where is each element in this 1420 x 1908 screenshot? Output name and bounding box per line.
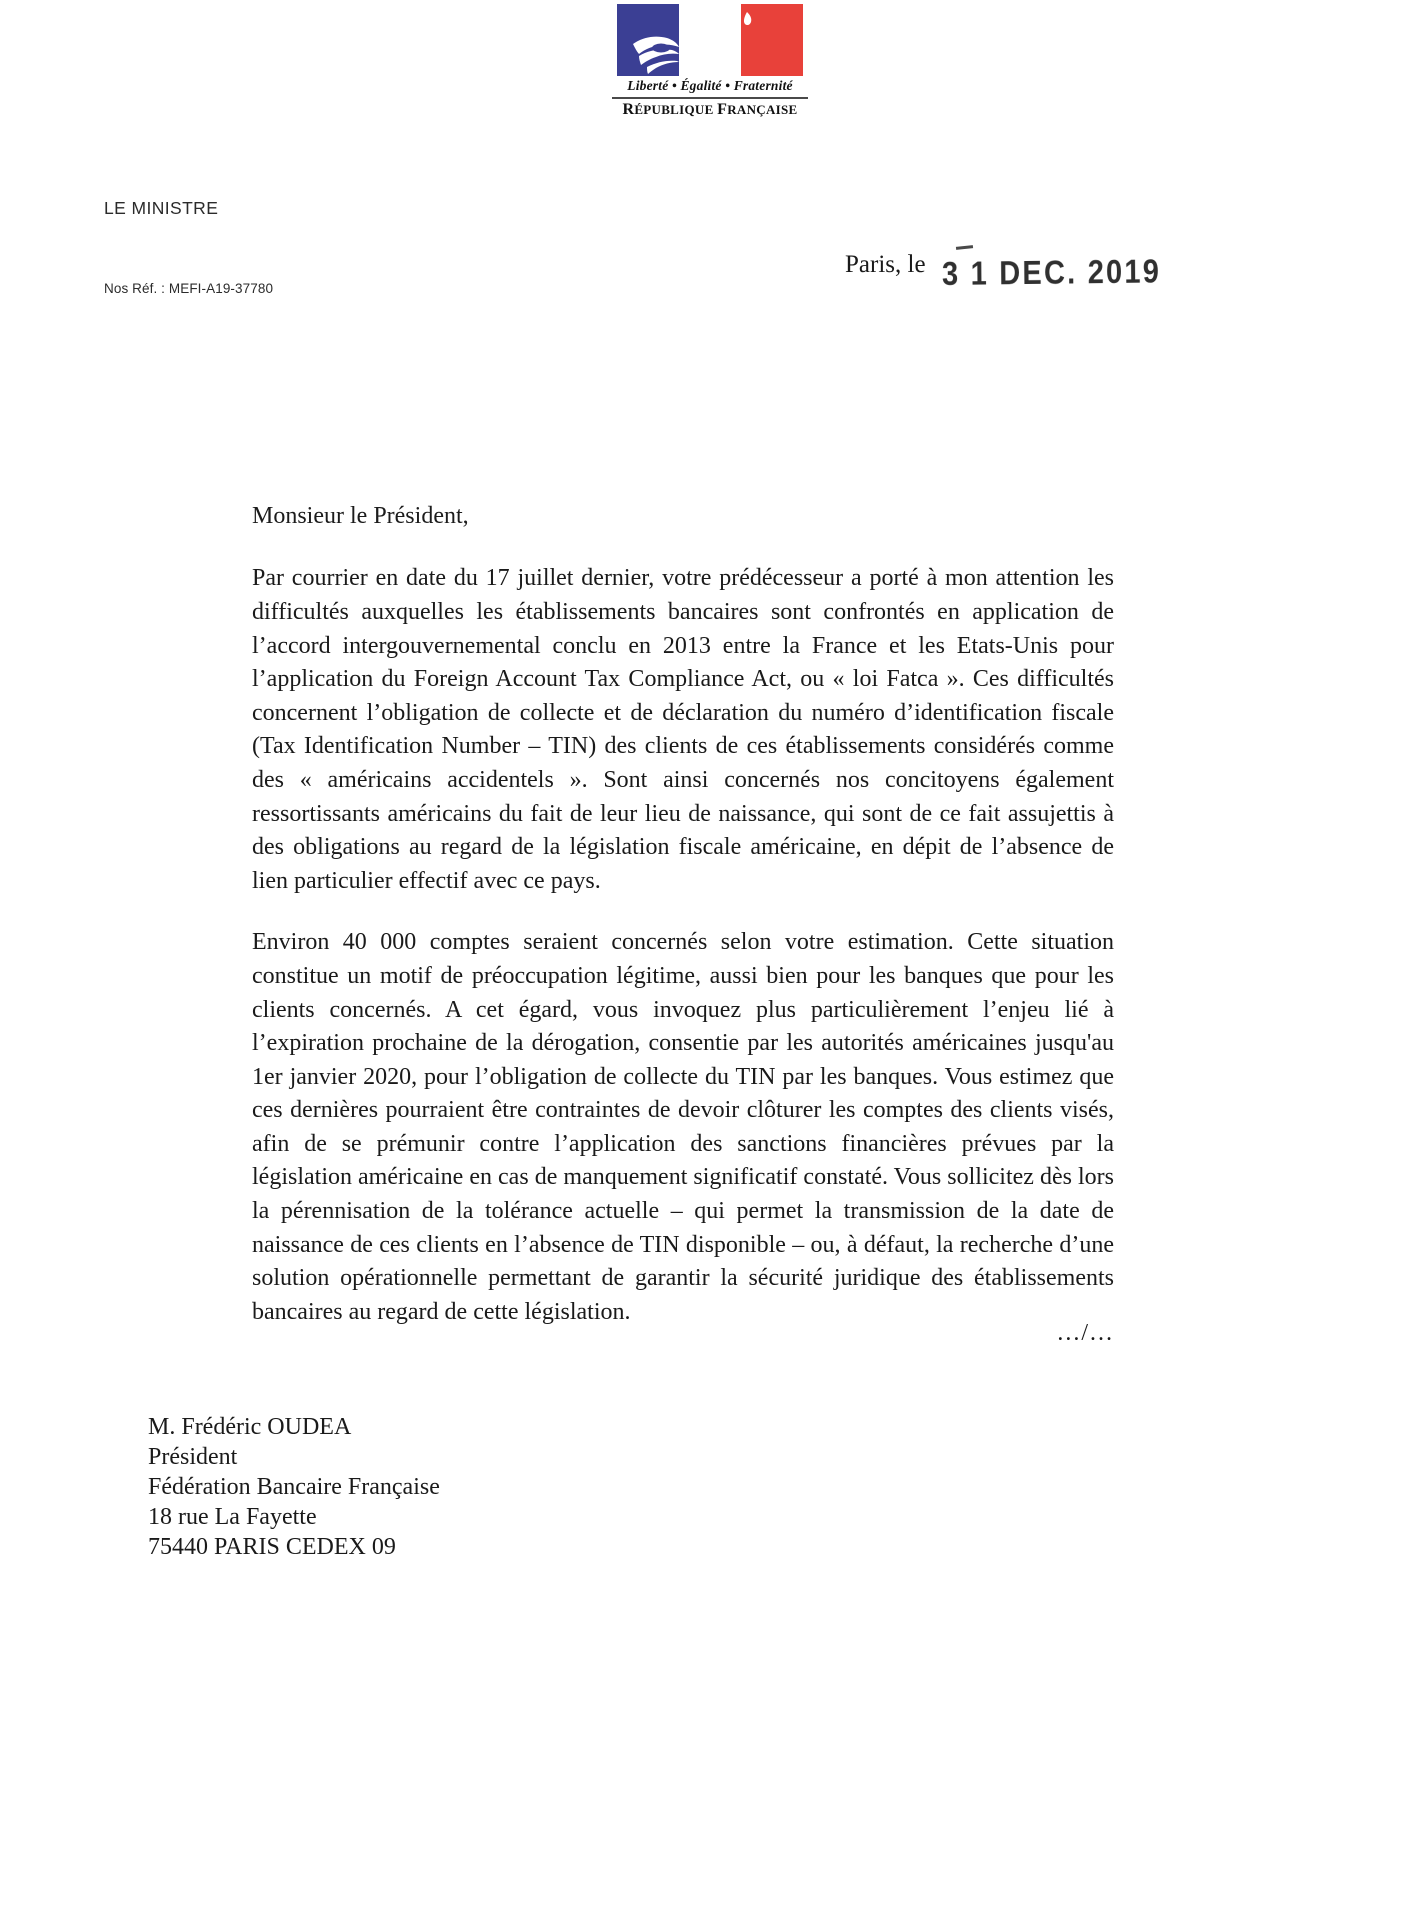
date-stamp: 3 1 DEC. 2019 — [941, 252, 1161, 292]
republic-rest: ÉPUBLIQUE — [634, 101, 718, 117]
addressee-line: Fédération Bancaire Française — [148, 1474, 440, 1500]
paragraph-1: Par courrier en date du 17 juillet dernier, votre prédécesseur a porté à mon attention les difficultés auxquelles les établissements bancaires sont confrontés en application de l’accord intergouvernemental conclu en 2013 entre la France et les Etats-Unis pour l’application du Foreign Account Tax Compliance Act, ou « loi Fatca ». Ces difficultés concernent l’obligation de collecte et de déclaration du numéro d’identification fiscale (Tax Identification Number – TIN) des clients de ces établissements considérés comme des « américains accidentels ». Sont ainsi concernés nos concitoyens également ressortissants américains du fait de leur lieu de naissance, qui sont de ce fait assujettis à des obligations au regard de la législation fiscale américaine, en dépit de l’absence de lien particulier effectif avec ce pays. — [252, 565, 1114, 894]
addressee-line: M. Frédéric OUDEA — [148, 1414, 352, 1440]
addressee-line: 75440 PARIS CEDEX 09 — [148, 1534, 396, 1560]
reference-number: Nos Réf. : MEFI-A19-37780 — [104, 281, 274, 296]
dateline — [845, 251, 1191, 292]
dateline-label: Paris, le — [845, 251, 926, 278]
motto: Liberté • Égalité • Fraternité — [627, 78, 793, 93]
republic-label — [608, 101, 812, 119]
continuation-mark: …/… — [1056, 1320, 1114, 1346]
salutation: Monsieur le Président, — [252, 503, 469, 529]
addressee-line: 18 rue La Fayette — [148, 1504, 317, 1530]
republic-prefix2: F — [717, 100, 728, 118]
addressee-block — [148, 1412, 440, 1562]
motto-divider — [612, 97, 808, 99]
addressee-line: Président — [148, 1444, 238, 1470]
republic-prefix: R — [622, 100, 635, 118]
french-republic-marianne-logo — [617, 4, 803, 76]
minister-label: LE MINISTRE — [104, 198, 219, 218]
republic-rest2: RANÇAISE — [727, 101, 798, 117]
date-stamp-smudge — [956, 245, 973, 250]
letter-body — [252, 500, 1114, 1329]
letterhead — [0, 0, 1420, 119]
paragraph-2: Environ 40 000 comptes seraient concernés selon votre estimation. Cette situation constitue un motif de préoccupation légitime, aussi bien pour les banques que pour les clients concernés. A cet égard, vous invoquez plus particulièrement l’enjeu lié à l’expiration prochaine de la dérogation, consentie par les autorités américaines jusqu'au 1er janvier 2020, pour l’obligation de collecte du TIN par les banques. Vous estimez que ces dernières pourraient être contraintes de devoir clôturer les comptes des clients visés, afin de se prémunir contre l’application des sanctions financières prévues par la législation américaine en cas de manquement significatif constaté. Vous sollicitez dès lors la pérennisation de la tolérance actuelle – qui permet la transmission de la date de naissance de ces clients en l’absence de TIN disponible – ou, à défaut, la recherche d’une solution opérationnelle permettant de garantir la sécurité juridique des établissements bancaires au regard de cette législation. — [252, 929, 1114, 1325]
